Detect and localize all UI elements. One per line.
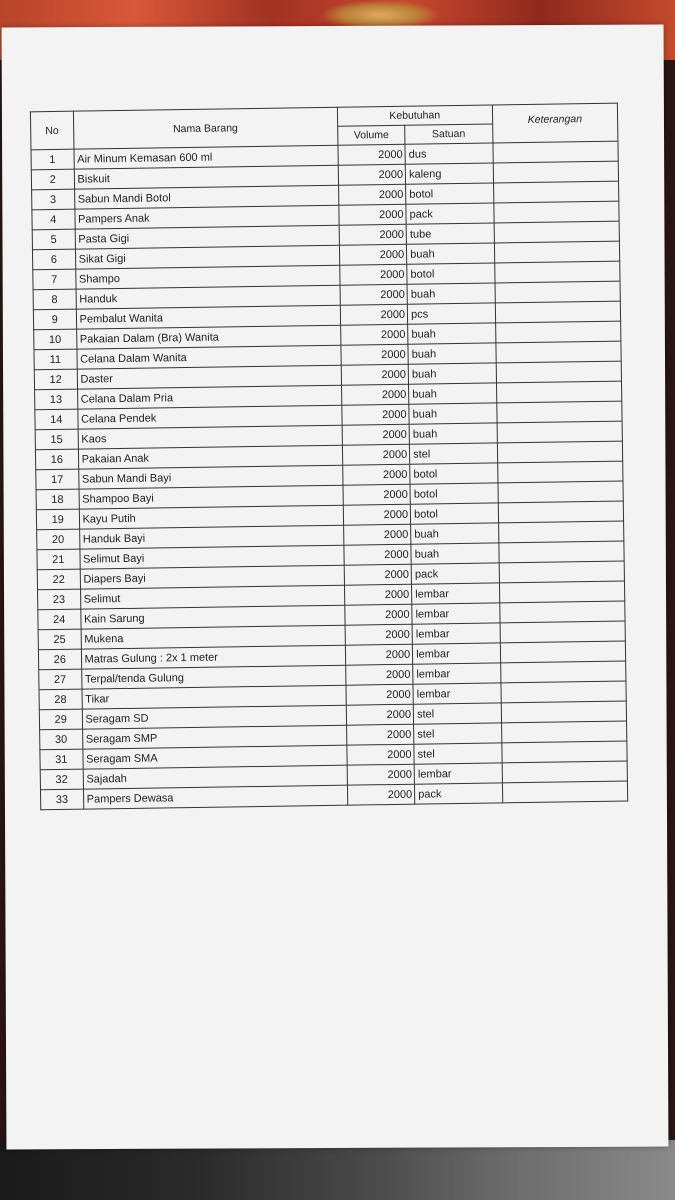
item-unit: buah [407, 283, 495, 304]
row-number: 27 [39, 669, 82, 690]
item-volume: 2000 [338, 144, 405, 165]
row-number: 11 [34, 349, 77, 370]
item-name: Mukena [81, 625, 346, 649]
item-unit: buah [411, 523, 499, 544]
item-unit: botol [407, 263, 495, 284]
item-volume: 2000 [338, 164, 405, 185]
item-volume: 2000 [345, 604, 412, 625]
header-nama-barang: Nama Barang [73, 107, 338, 149]
item-volume: 2000 [346, 724, 413, 745]
item-unit: buah [409, 383, 497, 404]
item-volume: 2000 [347, 764, 414, 785]
item-volume: 2000 [342, 404, 409, 425]
item-keterangan [500, 661, 626, 683]
item-unit: lembar [412, 643, 500, 664]
item-unit: kaleng [405, 163, 493, 184]
item-name: Pakaian Anak [78, 445, 343, 469]
item-volume: 2000 [339, 244, 406, 265]
item-keterangan [499, 561, 625, 583]
item-keterangan [494, 241, 620, 263]
item-keterangan [499, 581, 625, 603]
item-name: Sajadah [83, 765, 348, 789]
item-name: Sabun Mandi Bayi [78, 465, 343, 489]
item-volume: 2000 [344, 544, 411, 565]
item-volume: 2000 [345, 644, 412, 665]
item-keterangan [501, 701, 627, 723]
header-no: No [30, 111, 73, 150]
item-volume: 2000 [341, 384, 408, 405]
item-name: Kayu Putih [79, 505, 344, 529]
table-body [31, 141, 628, 810]
row-number: 15 [35, 429, 78, 450]
row-number: 2 [31, 169, 74, 190]
item-volume: 2000 [346, 684, 413, 705]
item-name: Diapers Bayi [80, 565, 345, 589]
item-unit: buah [408, 343, 496, 364]
item-keterangan [493, 201, 619, 223]
item-keterangan [494, 261, 620, 283]
row-number: 10 [34, 329, 77, 350]
item-keterangan [496, 401, 622, 423]
item-unit: botol [406, 183, 494, 204]
row-number: 25 [38, 629, 81, 650]
row-number: 33 [40, 789, 83, 810]
item-volume: 2000 [345, 624, 412, 645]
item-volume: 2000 [346, 664, 413, 685]
row-number: 31 [40, 749, 83, 770]
item-name: Celana Dalam Wanita [77, 345, 342, 369]
item-unit: buah [407, 243, 495, 264]
item-volume: 2000 [343, 504, 410, 525]
row-number: 17 [36, 469, 79, 490]
item-volume: 2000 [341, 364, 408, 385]
item-volume: 2000 [347, 784, 414, 805]
item-name: Matras Gulung : 2x 1 meter [81, 645, 346, 669]
item-name: Celana Pendek [77, 405, 342, 429]
item-keterangan [498, 501, 624, 523]
item-keterangan [502, 761, 628, 783]
item-volume: 2000 [342, 444, 409, 465]
item-unit: lembar [414, 763, 502, 784]
item-volume: 2000 [343, 464, 410, 485]
item-unit: lembar [412, 623, 500, 644]
item-keterangan [501, 721, 627, 743]
item-name: Kaos [78, 425, 343, 449]
item-name: Air Minum Kemasan 600 ml [74, 145, 339, 169]
item-keterangan [495, 301, 621, 323]
item-keterangan [495, 281, 621, 303]
item-volume: 2000 [346, 704, 413, 725]
item-keterangan [497, 481, 623, 503]
item-name: Celana Dalam Pria [77, 385, 342, 409]
item-keterangan [500, 621, 626, 643]
item-unit: lembar [413, 663, 501, 684]
item-keterangan [498, 521, 624, 543]
item-keterangan [494, 221, 620, 243]
item-volume: 2000 [344, 524, 411, 545]
item-name: Handuk [76, 285, 341, 309]
item-name: Seragam SMP [82, 725, 347, 749]
item-unit: botol [410, 463, 498, 484]
item-keterangan [500, 641, 626, 663]
row-number: 16 [35, 449, 78, 470]
item-volume: 2000 [342, 424, 409, 445]
item-name: Seragam SD [82, 705, 347, 729]
item-volume: 2000 [341, 324, 408, 345]
row-number: 12 [34, 369, 77, 390]
item-name: Kain Sarung [80, 605, 345, 629]
item-name: Sikat Gigi [75, 245, 340, 269]
item-volume: 2000 [340, 284, 407, 305]
item-keterangan [500, 681, 626, 703]
item-unit: pack [415, 783, 503, 804]
item-keterangan [493, 161, 619, 183]
item-unit: pack [411, 563, 499, 584]
item-volume: 2000 [344, 564, 411, 585]
item-name: Biskuit [74, 165, 339, 189]
row-number: 4 [32, 209, 75, 230]
item-volume: 2000 [347, 744, 414, 765]
row-number: 22 [37, 569, 80, 590]
item-unit: buah [408, 363, 496, 384]
item-volume: 2000 [339, 204, 406, 225]
item-name: Terpal/tenda Gulung [81, 665, 346, 689]
row-number: 13 [35, 389, 78, 410]
item-name: Selimut [80, 585, 345, 609]
row-number: 32 [40, 769, 83, 790]
item-unit: buah [411, 543, 499, 564]
item-unit: dus [405, 143, 493, 164]
row-number: 24 [38, 609, 81, 630]
item-keterangan [495, 341, 621, 363]
item-unit: buah [409, 423, 497, 444]
row-number: 3 [32, 189, 75, 210]
row-number: 7 [33, 269, 76, 290]
item-keterangan [497, 461, 623, 483]
item-unit: stel [414, 743, 502, 764]
item-name: Pembalut Wanita [76, 305, 341, 329]
header-keterangan: Keterangan [492, 103, 618, 143]
row-number: 14 [35, 409, 78, 430]
item-unit: stel [414, 723, 502, 744]
item-volume: 2000 [341, 344, 408, 365]
row-number: 21 [37, 549, 80, 570]
item-keterangan [493, 181, 619, 203]
item-keterangan [496, 381, 622, 403]
row-number: 5 [32, 229, 75, 250]
row-number: 29 [39, 709, 82, 730]
item-keterangan [502, 781, 628, 803]
row-number: 18 [36, 489, 79, 510]
item-unit: lembar [412, 583, 500, 604]
row-number: 9 [33, 309, 76, 330]
item-unit: botol [410, 503, 498, 524]
paper-sheet [2, 25, 669, 1150]
item-unit: stel [413, 703, 501, 724]
item-keterangan [496, 361, 622, 383]
item-volume: 2000 [340, 304, 407, 325]
row-number: 30 [40, 729, 83, 750]
item-unit: tube [406, 223, 494, 244]
row-number: 19 [36, 509, 79, 530]
item-unit: buah [409, 403, 497, 424]
needs-table [30, 103, 628, 811]
item-unit: pack [406, 203, 494, 224]
item-name: Daster [77, 365, 342, 389]
item-keterangan [498, 541, 624, 563]
item-name: Tikar [82, 685, 347, 709]
item-keterangan [497, 441, 623, 463]
row-number: 28 [39, 689, 82, 710]
item-name: Pampers Dewasa [83, 785, 348, 809]
item-keterangan [495, 321, 621, 343]
header-satuan: Satuan [405, 124, 493, 144]
item-volume: 2000 [338, 184, 405, 205]
item-unit: stel [410, 443, 498, 464]
item-keterangan [497, 421, 623, 443]
item-unit: lembar [413, 683, 501, 704]
row-number: 26 [38, 649, 81, 670]
item-keterangan [501, 741, 627, 763]
item-keterangan [492, 141, 618, 163]
row-number: 6 [32, 249, 75, 270]
item-name: Handuk Bayi [79, 525, 344, 549]
item-unit: pcs [407, 303, 495, 324]
item-name: Pakaian Dalam (Bra) Wanita [76, 325, 341, 349]
item-volume: 2000 [340, 264, 407, 285]
item-name: Seragam SMA [82, 745, 347, 769]
row-number: 20 [37, 529, 80, 550]
header-volume: Volume [338, 125, 405, 145]
header-kebutuhan: Kebutuhan [337, 105, 492, 126]
item-volume: 2000 [344, 584, 411, 605]
row-number: 1 [31, 149, 74, 170]
item-keterangan [499, 601, 625, 623]
item-volume: 2000 [343, 484, 410, 505]
item-name: Shampo [75, 265, 340, 289]
item-volume: 2000 [339, 224, 406, 245]
item-unit: botol [410, 483, 498, 504]
item-name: Pasta Gigi [75, 225, 340, 249]
item-name: Shampoo Bayi [79, 485, 344, 509]
item-unit: lembar [412, 603, 500, 624]
item-name: Sabun Mandi Botol [74, 185, 339, 209]
row-number: 8 [33, 289, 76, 310]
item-name: Selimut Bayi [79, 545, 344, 569]
item-name: Pampers Anak [74, 205, 339, 229]
item-unit: buah [408, 323, 496, 344]
row-number: 23 [38, 589, 81, 610]
